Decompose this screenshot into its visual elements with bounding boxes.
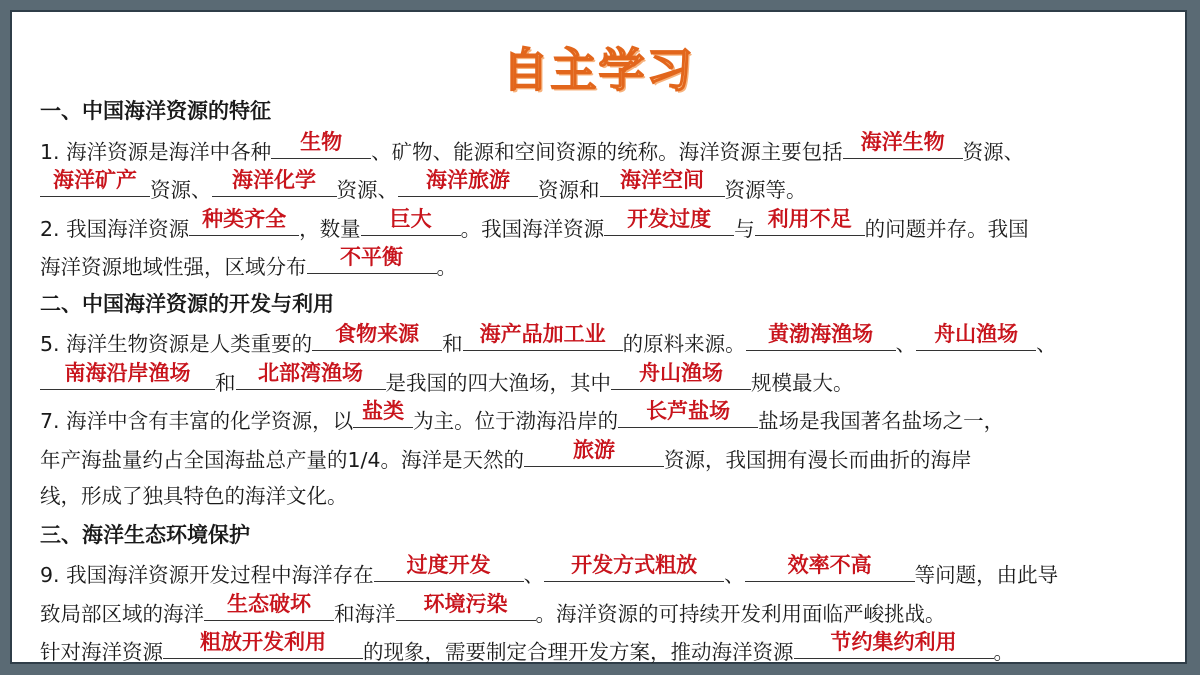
text: 。海洋资源的可持续开发利用面临严峻挑战。: [535, 601, 946, 626]
question-2-line-2: [40, 246, 1175, 285]
answer-text: 长芦盐场: [646, 399, 731, 423]
answer-text: 生物: [300, 129, 343, 154]
answer-blank: [398, 169, 538, 197]
answer-blank: [524, 439, 664, 467]
text: 资源、: [962, 139, 1025, 164]
text: 、: [895, 332, 917, 356]
answer-text: 不平衡: [340, 245, 403, 269]
answer-blank: [236, 362, 386, 390]
answer-text: 食物来源: [335, 322, 420, 346]
text: 为主。位于渤海沿岸的: [413, 409, 619, 433]
answer-blank: [40, 362, 215, 390]
text: 2. 我国海洋资源: [40, 216, 190, 241]
text: 和: [442, 332, 463, 356]
text: 与: [734, 216, 755, 241]
question-1-line-1: [40, 131, 1175, 170]
question-7-line-2: [40, 439, 1175, 478]
text: 和海洋: [334, 601, 396, 626]
text: 7. 海洋中含有丰富的化学资源，以: [40, 409, 354, 433]
text: 的现象，需要制定合理开发方案，推动海洋资源: [363, 640, 794, 664]
answer-text: 开发过度: [627, 206, 712, 231]
answer-blank: [396, 593, 536, 621]
answer-text: 南海沿岸渔场: [64, 360, 191, 385]
text: 资源、: [336, 178, 398, 202]
text: 1. 海洋资源是海洋中各种: [40, 139, 272, 164]
answer-text: 效率不高: [787, 553, 872, 577]
question-5-line-1: [40, 323, 1175, 362]
answer-blank: [745, 554, 915, 582]
answer-text: 北部湾渔场: [258, 360, 363, 385]
answer-blank: [212, 169, 337, 197]
answer-blank: [312, 323, 442, 351]
question-9-line-3: [40, 631, 1175, 670]
text: 。我国海洋资源: [460, 216, 605, 241]
question-7-line-1: [40, 400, 1175, 439]
answer-blank: [307, 246, 437, 274]
question-5-line-2: [40, 362, 1175, 401]
answer-text: 环境污染: [423, 591, 508, 616]
text: 和: [215, 370, 236, 395]
answer-text: 盐类: [362, 399, 405, 423]
answer-blank: [163, 631, 363, 659]
answer-blank: [374, 554, 524, 582]
answer-blank: [746, 323, 896, 351]
text: 资源等。: [724, 178, 807, 202]
answer-text: 黄渤海渔场: [768, 322, 874, 346]
question-2-line-1: [40, 208, 1175, 247]
answer-text: 利用不足: [767, 206, 852, 231]
answer-text: 开发方式粗放: [571, 553, 698, 577]
text: 是我国的四大渔场，其中: [385, 370, 611, 395]
text: 。: [436, 255, 457, 279]
answer-text: 海洋化学: [232, 168, 316, 192]
text: 针对海洋资源: [40, 640, 163, 664]
answer-text: 旅游: [573, 437, 615, 462]
text: 、矿物、能源和空间资源的统称。海洋资源主要包括: [371, 139, 843, 164]
answer-text: 舟山渔场: [934, 322, 1019, 346]
answer-blank: [463, 323, 623, 351]
text: 。: [993, 640, 1014, 664]
section-heading-3: 三、海洋生态环境保护: [40, 522, 250, 547]
section-heading-2: 二、中国海洋资源的开发与利用: [40, 291, 334, 316]
answer-blank: [189, 208, 299, 236]
page-title: 自主学习: [502, 43, 695, 97]
text: 盐场是我国著名盐场之一，: [758, 409, 1005, 433]
question-9-line-1: [40, 554, 1175, 593]
text: 年产海盐量约占全国海盐总产量的1/4。海洋是天然的: [40, 447, 524, 472]
worksheet-content: [40, 92, 1175, 670]
text: 9. 我国海洋资源开发过程中海洋存在: [40, 563, 374, 587]
text: 5. 海洋生物资源是人类重要的: [40, 332, 313, 356]
answer-text: 海洋矿产: [53, 168, 137, 192]
answer-blank: [544, 554, 724, 582]
question-9-line-2: [40, 593, 1175, 632]
question-1-line-2: [40, 169, 1175, 208]
answer-blank: [916, 323, 1036, 351]
answer-text: 巨大: [389, 206, 432, 231]
answer-blank: [40, 169, 150, 197]
text: 、: [724, 563, 745, 587]
answer-blank: [843, 131, 963, 159]
answer-text: 种类齐全: [202, 206, 287, 231]
text: 规模最大。: [751, 370, 854, 395]
answer-blank: [618, 400, 758, 428]
answer-text: 过度开发: [406, 553, 491, 577]
answer-blank: [604, 208, 734, 236]
text: 、: [1036, 332, 1057, 356]
answer-text: 海洋旅游: [426, 168, 510, 192]
answer-blank: [755, 208, 865, 236]
text: 的原料来源。: [622, 332, 746, 356]
text: ，数量: [299, 216, 361, 241]
section-heading-1: 一、中国海洋资源的特征: [40, 99, 271, 123]
text: 资源，我国拥有漫长而曲折的海岸: [664, 447, 972, 472]
slide: [10, 10, 1187, 664]
answer-blank: [794, 631, 994, 659]
answer-text: 海洋空间: [620, 168, 704, 192]
answer-text: 海产品加工业: [479, 322, 606, 346]
text: 海洋资源地域性强，区域分布: [40, 255, 307, 279]
answer-blank: [271, 131, 371, 159]
answer-text: 生态破坏: [227, 591, 311, 616]
text: 等问题，由此导: [914, 563, 1059, 587]
answer-blank: [353, 400, 413, 428]
answer-blank: [204, 593, 334, 621]
answer-text: 节约集约利用: [830, 630, 957, 654]
text: 资源、: [150, 178, 212, 202]
answer-text: 海洋生物: [860, 129, 945, 154]
question-7-line-3: 线，形成了独具特色的海洋文化。: [40, 484, 348, 508]
text: 、: [523, 563, 545, 587]
answer-blank: [600, 169, 725, 197]
answer-text: 粗放开发利用: [200, 630, 326, 654]
answer-blank: [611, 362, 751, 390]
text: 致局部区域的海洋: [40, 601, 204, 626]
text: 的问题并存。我国: [864, 216, 1029, 241]
answer-text: 舟山渔场: [639, 360, 723, 385]
text: 资源和: [538, 178, 600, 202]
answer-blank: [361, 208, 461, 236]
